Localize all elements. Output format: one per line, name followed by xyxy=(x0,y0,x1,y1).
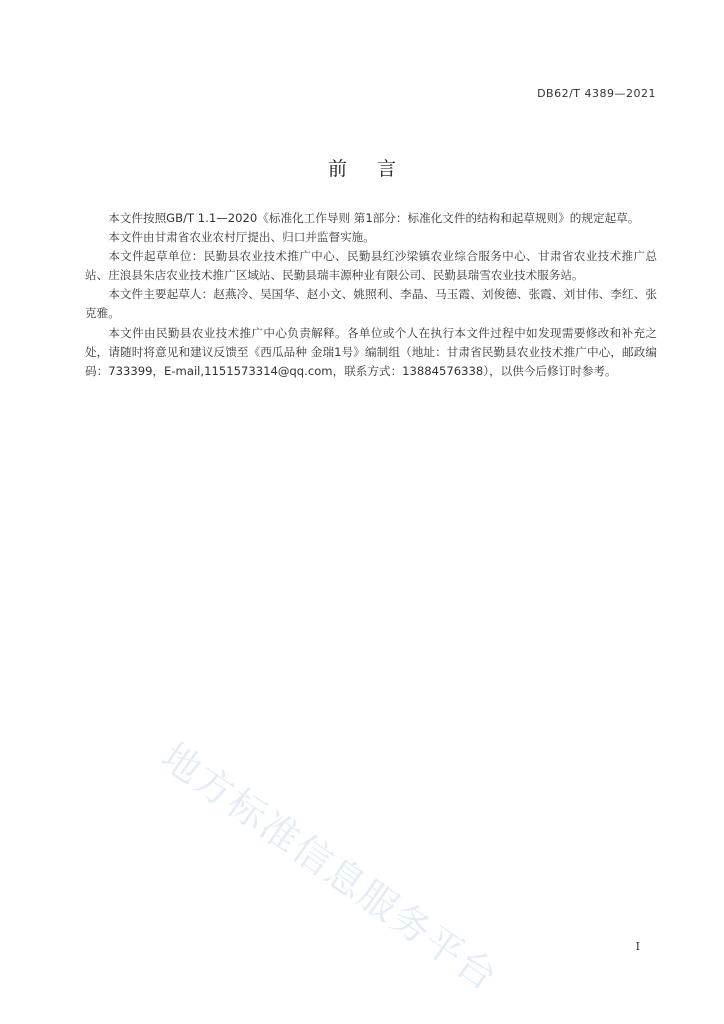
page-title: 前言 xyxy=(327,158,426,180)
standard-code: DB62/T 4389—2021 xyxy=(537,87,656,100)
paragraph-interpretation: 本文件由民勤县农业技术推广中心负责解释。各单位或个人在执行本文件过程中如发现需要修改和补充之处，请随时将意见和建议反馈至《西瓜品种 金瑞1号》编制组（地址：甘肃省民勤县农业技术推广中心，邮政编码：733399，E-mail,1151573314@qq.com，联系方式：13884576338），以供今后修订时参考。 xyxy=(85,325,657,378)
paragraph-drafters: 本文件主要起草人：赵燕冷、吴国华、赵小文、姚照利、李晶、马玉霞、刘俊德、张霞、刘甘伟、李红、张克雅。 xyxy=(85,287,657,321)
paragraph-drafting-units: 本文件起草单位：民勤县农业技术推广中心、民勤县红沙梁镇农业综合服务中心、甘肃省农业技术推广总站、庄浪县朱店农业技术推广区域站、民勤县瑞丰源种业有限公司、民勤县瑞雪农业技术服务站。 xyxy=(85,249,657,283)
paragraph-proposer: 本文件由甘肃省农业农村厅提出、归口并监督实施。 xyxy=(108,230,375,245)
page-number: I xyxy=(635,940,640,953)
watermark: 地方标准信息服务平台 xyxy=(153,734,507,1000)
preface-body xyxy=(85,209,657,381)
paragraph-drafting-basis: 本文件按照GB/T 1.1—2020《标准化工作导则 第1部分：标准化文件的结构和起草规则》的规定起草。 xyxy=(108,211,640,225)
